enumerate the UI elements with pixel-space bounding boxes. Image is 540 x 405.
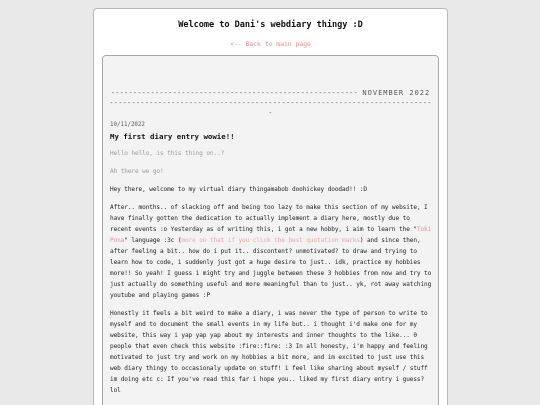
back-to-main-link[interactable]: <-- Back to main page [230, 40, 311, 48]
diary-page-container [93, 8, 448, 405]
entry-text: " language :3c ( [124, 237, 182, 244]
month-name: NOVEMBER 2022 [362, 89, 431, 97]
entry-paragraph [110, 202, 433, 301]
entry-date: 10/11/2022 [110, 122, 145, 128]
diary-entry [110, 122, 433, 405]
month-header-november [109, 88, 432, 118]
entry-paragraph: Ah there we go! [110, 168, 164, 175]
month-divider-right: -------------------------------------------------------------------------- [109, 99, 432, 117]
entry-paragraph: Hello hello, is this thing on..? [110, 150, 225, 157]
site-title: Welcome to Dani's webdiary thingy :D [178, 20, 363, 30]
entry-title: My first diary entry wowie!! [110, 132, 235, 141]
diary-content-panel[interactable] [102, 55, 439, 405]
toki-pona-link[interactable]: Toki Pona [110, 226, 432, 244]
entry-paragraph: Hey there, welcome to my virtual diary thingamabob doohickey doodad!! :D [110, 186, 367, 193]
month-divider-left: -------------------------------------------------------- [110, 89, 358, 97]
entry-text: After.. months.. of slacking off and being too lazy to make this section of my website, I have finally gotten the dedication to actually implement a diary here, mostly due to recent events :o Yesterday as of writing this, i got a new hobby, i aim to learn the " [110, 204, 428, 233]
entry-text: ) and since then, after feeling a bit.. how do i put it.. discontent? unmotivated? to draw and trying to learn how to code, i suddenly just got a huge desire to just.. idk, practice my hobbies more!! So yeah! I guess i might try and juggle between these 3 hobbies from now and try to just actually do something useful and more meaningful than to just.. yk, rot away watching youtube and playing games :P [110, 237, 432, 299]
entry-aside-text: more on that if you click the best quotation marks [181, 237, 360, 244]
entry-paragraph: Honestly it feels a bit weird to make a diary, i was never the type of person to write to myself and to document the small events in my life but.. i thought i'd make one for my website, this way i yap yap yap about my interests and inner thoughts to the like... 0 people that even check this website :fire::fire: :3 In all honesty, i'm happy and feeling motivated to just try and work on my hobbies a bit more, and im excited to just use this web diary thingy to occasionaly update on stuff! i feel like sharing about myself / stuff im doing etc c: If you've read this far i hope you.. liked my first diary entry i guess? lol [110, 310, 428, 394]
